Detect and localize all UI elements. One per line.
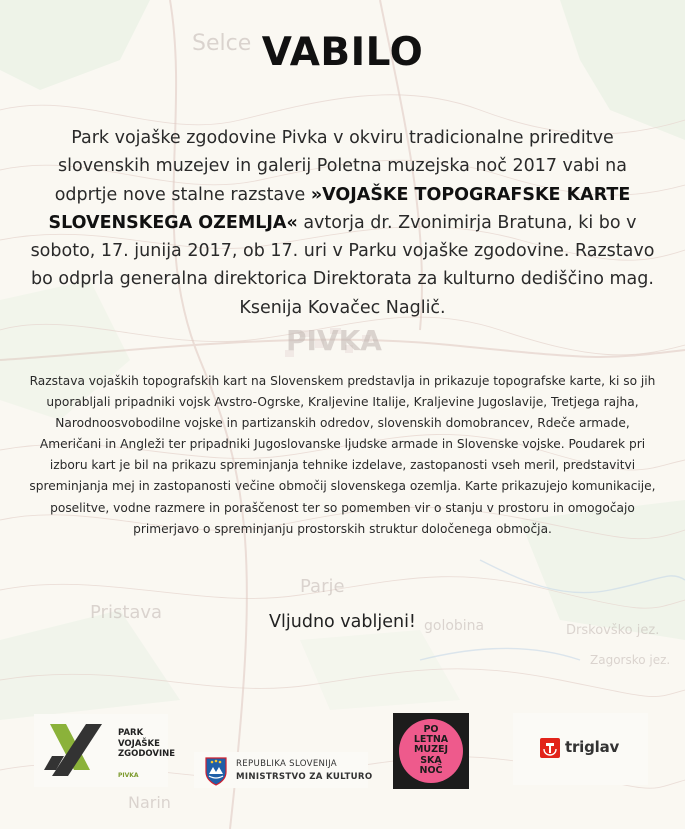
park-x-icon — [34, 714, 114, 787]
triglav-logo — [513, 713, 648, 785]
noc-line5: NOČ — [419, 764, 443, 776]
park-logo — [34, 714, 176, 787]
exhibition-title: »VOJAŠKE TOPOGRAFSKE KARTE SLOVENSKEGA OZEMLJA« — [48, 184, 631, 233]
map-label-parje: Parje — [300, 576, 345, 597]
exhibition-description: Razstava vojaških topografskih kart na Slovenskem predstavlja in prikazuje topografske karte, ki so jih uporabljali pripadniki vojsk Avstro-Ogrske, Kraljevine Italije, Kraljevine Jugoslavije, Tretjega rajha, Narodnoosvobodilne vojske in partizanskih odredov, slovenskih domobrancev, Rdeče armade, Američani in Angleži ter pripadniki Jugoslovanske ljudske armade in Slovenske vojske. Poudarek pri izboru kart je bil na prikazu spreminjanja tehnike izdelave, zastopanosti vseh meril, predstavitvi spreminjanja mej in zastopanosti večine območij slovenskega ozemlja. Karte prikazujejo komunikacije, poselitve, vodne razmere in poraščenost ter so pomemben vir o stanju v prostoru in omogočajo primerjavo o spreminjanju prostorskih struktur določenega območja. — [29, 374, 656, 536]
slovenia-coat-of-arms-icon — [198, 752, 234, 788]
noc-line3: MUZEJ — [413, 744, 449, 756]
ministry-logo — [194, 752, 373, 788]
noc-line4: SKA — [420, 754, 442, 766]
ministry-logo-line1: REPUBLIKA SLOVENIJA — [236, 759, 337, 769]
lead-text-part2: avtorja dr. Zvonimirja Bratuna, ki bo v soboto, 17. junija 2017, ob 17. uri v Parku vojaške zgodovine. Razstavo bo odprla generalna direktorica Direktorata za kulturno dediščino mag. Ksenija Kovačec Naglič. — [30, 212, 655, 318]
map-label-zagorsko: Zagorsko jez. — [590, 653, 671, 667]
map-label-pristava: Pristava — [90, 602, 163, 623]
page-title: VABILO — [261, 30, 424, 75]
lead-text-part1: Park vojaške zgodovine Pivka v okviru tradicionalne prireditve slovenskih muzejev in galerij Poletna muzejska noč 2017 vabi na odprtje nove stalne razstave — [54, 128, 627, 205]
noc-line1: PO — [423, 724, 439, 735]
park-logo-line3: ZGODOVINE — [118, 749, 176, 759]
triglav-shield-icon — [540, 738, 560, 758]
noc-line2: LETNA — [413, 734, 449, 746]
closing-greeting: Vljudno vabljeni! — [269, 612, 416, 632]
ministry-logo-line2: MINISTRSTVO ZA KULTURO — [236, 772, 373, 782]
triglav-wordmark: triglav — [565, 738, 620, 756]
park-logo-line2: VOJAŠKE — [118, 738, 160, 749]
park-logo-line1: PARK — [118, 728, 144, 738]
map-label-pivka: PIVKA — [286, 324, 382, 357]
map-label-golobina: golobina — [424, 618, 485, 634]
lead-paragraph — [26, 124, 659, 322]
map-label-drskovsko: Drskovško jez. — [566, 623, 660, 638]
map-label-narin: Narin — [128, 793, 171, 812]
map-label-selce: Selce — [192, 31, 252, 56]
poletna-muzejska-noc-logo — [393, 713, 469, 789]
park-logo-sub: PIVKA — [118, 772, 139, 779]
